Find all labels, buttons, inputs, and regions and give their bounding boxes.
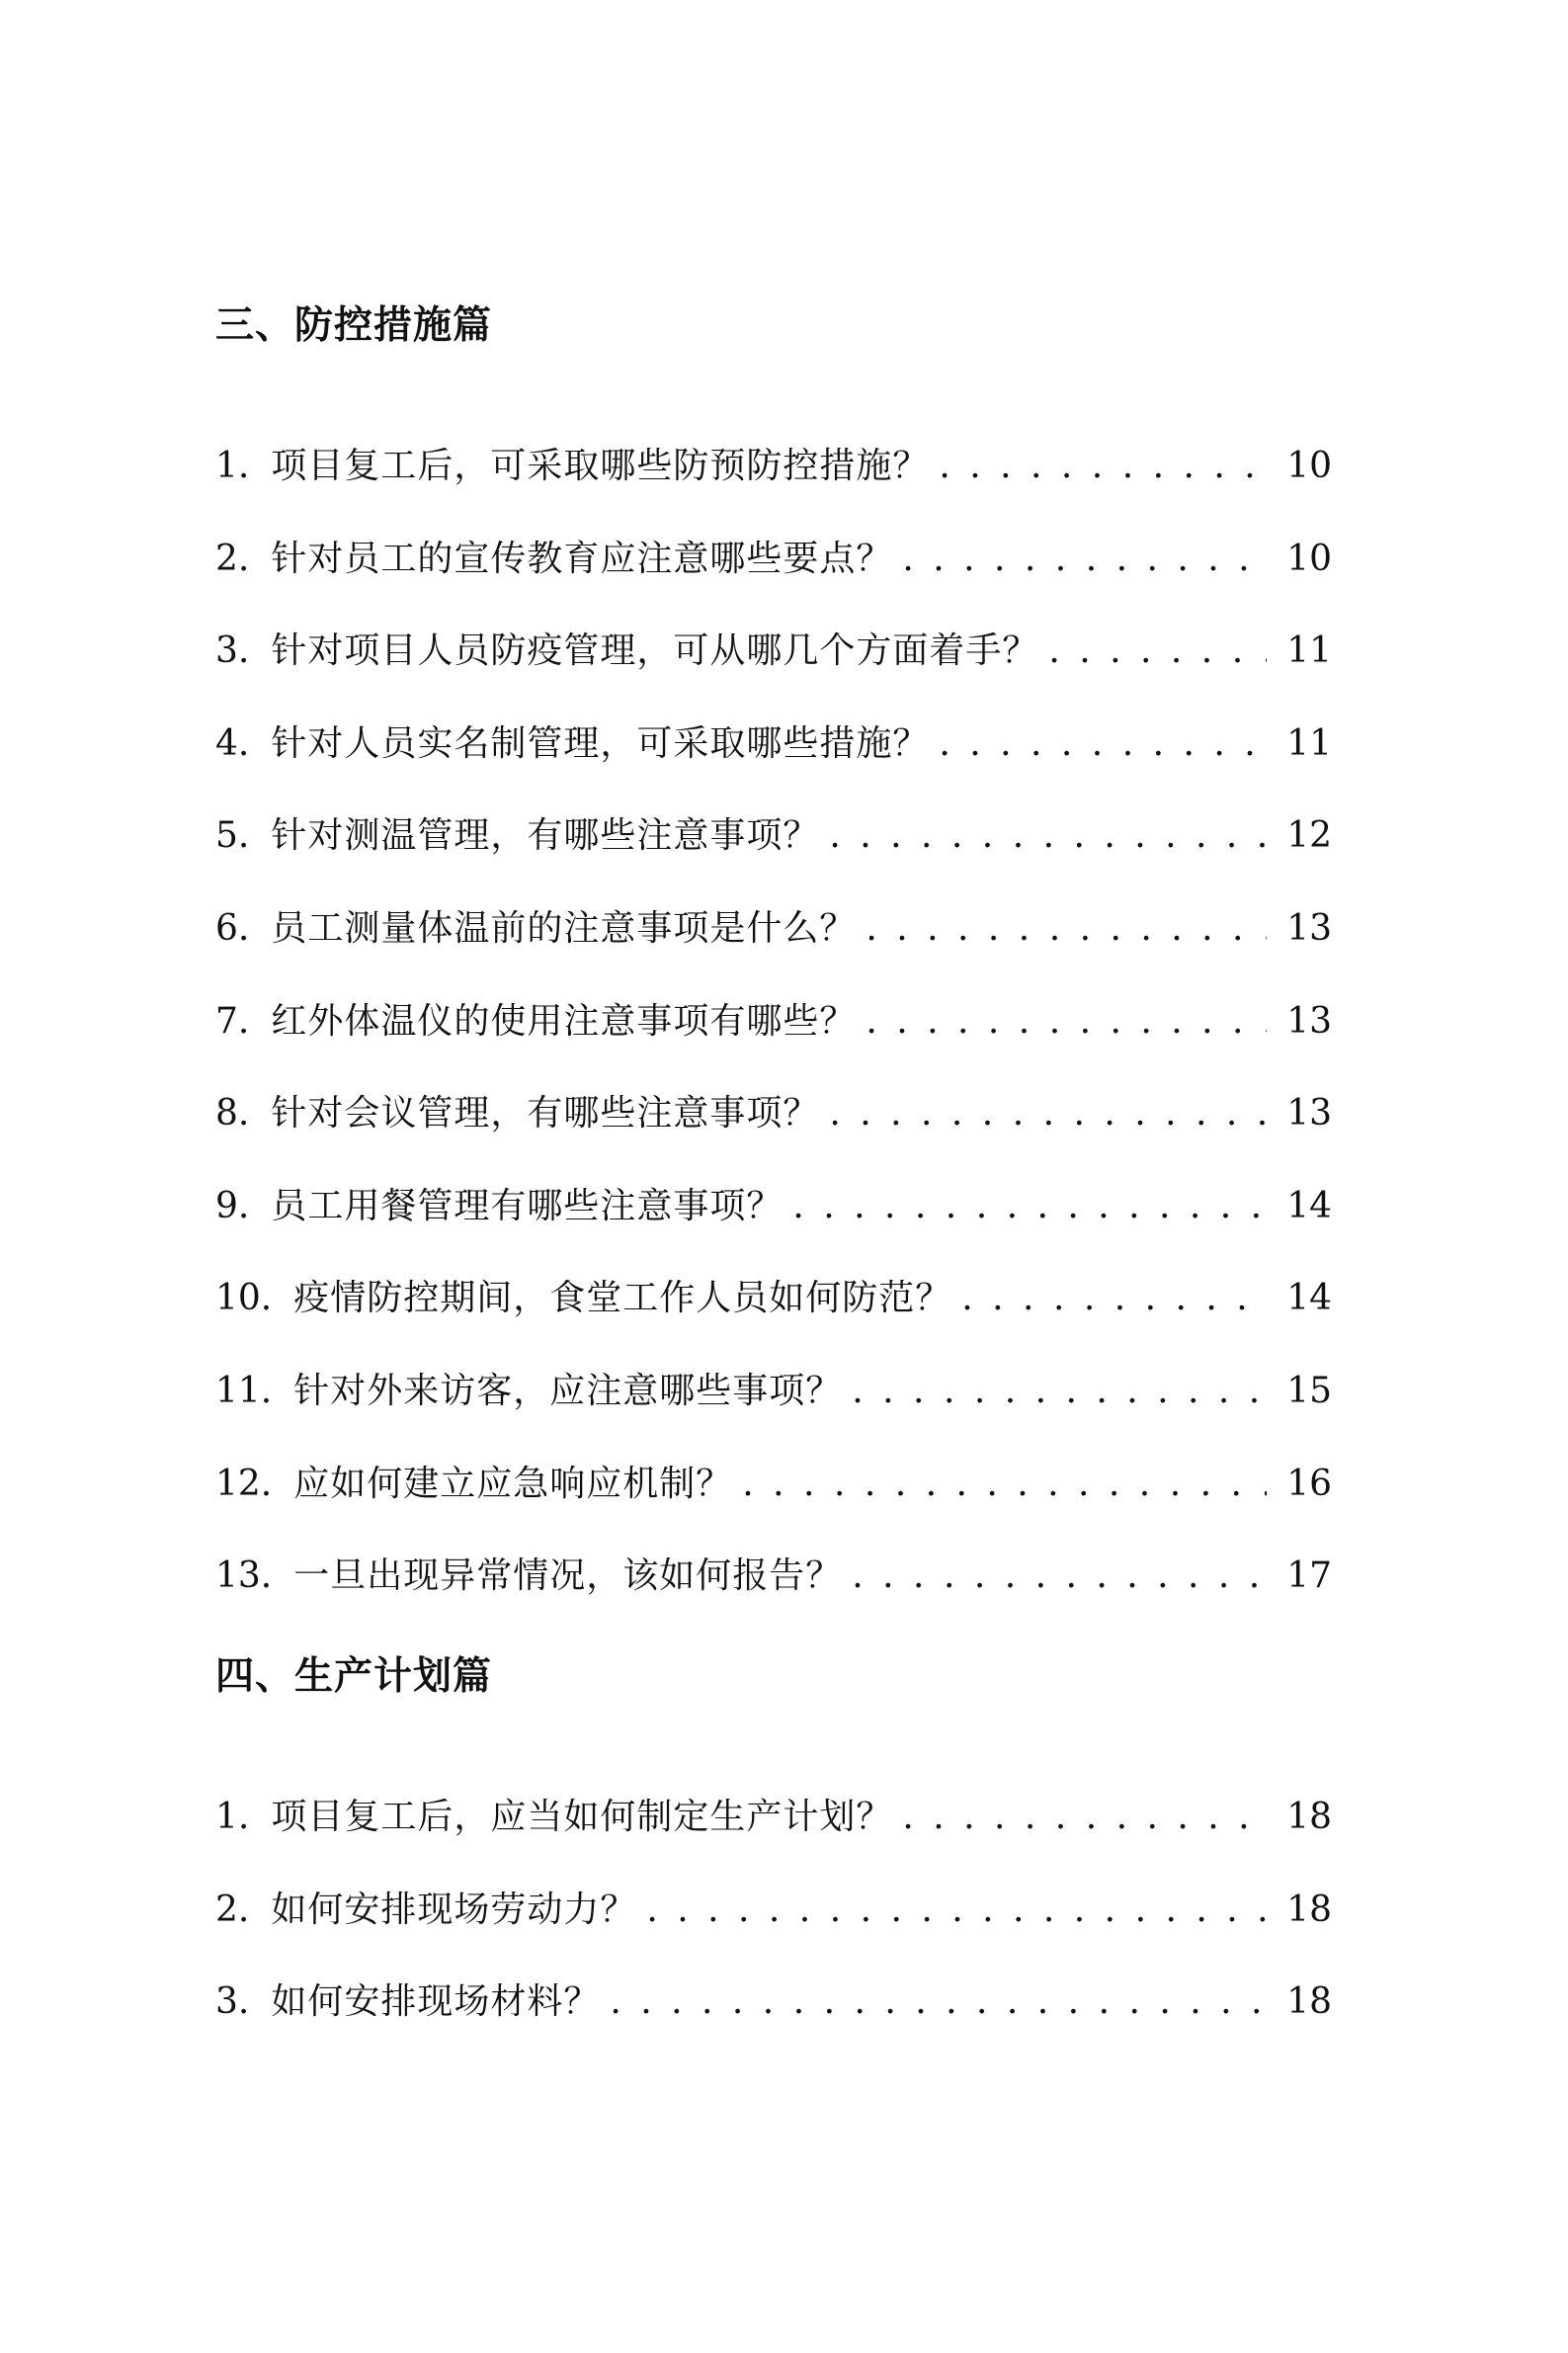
dot-leader <box>852 1362 1267 1421</box>
toc-entry[interactable] <box>215 1269 1332 1362</box>
toc-entry-number: 3. <box>215 630 250 672</box>
toc-entry-title: 针对项目人员防疫管理，可从哪几个方面着手？ <box>271 630 1039 672</box>
dot-leader <box>866 899 1267 959</box>
toc-entry[interactable] <box>215 992 1332 1085</box>
toc-entry-page: 18 <box>1286 1797 1332 1837</box>
toc-entry-page: 14 <box>1286 1185 1332 1226</box>
toc-entry[interactable] <box>215 1084 1332 1177</box>
toc-entry-page: 13 <box>1286 907 1332 949</box>
section-title: 四、生产计划篇 <box>215 1654 493 1699</box>
dot-leader <box>829 806 1267 866</box>
toc-entry-title: 针对会议管理，有哪些注意事项？ <box>271 1093 820 1134</box>
toc-entry-title: 疫情防控期间，食堂工作人员如何防范？ <box>293 1278 952 1319</box>
dot-leader <box>866 992 1267 1051</box>
toc-entry[interactable] <box>215 806 1332 899</box>
toc-entry-page: 13 <box>1286 1000 1332 1042</box>
toc-entry-page: 11 <box>1286 630 1332 672</box>
toc-entry[interactable] <box>215 1788 1332 1881</box>
dot-leader <box>852 1547 1267 1606</box>
toc-entry-number: 1. <box>215 1797 250 1837</box>
dot-leader <box>961 1269 1267 1328</box>
dot-leader <box>610 1973 1267 2032</box>
toc-entry-number: 8. <box>215 1093 250 1134</box>
toc-entry[interactable] <box>215 1881 1332 1974</box>
toc-entry[interactable] <box>215 1177 1332 1270</box>
toc-entry-title: 红外体温仪的使用注意事项有哪些？ <box>271 1000 857 1042</box>
toc-entry-number: 10. <box>215 1278 273 1319</box>
toc-entry-title: 员工测量体温前的注意事项是什么？ <box>271 907 857 949</box>
dot-leader <box>742 1455 1267 1514</box>
dot-leader <box>1048 622 1267 681</box>
dot-leader <box>939 714 1267 774</box>
toc-entry-title: 如何安排现场材料？ <box>271 1981 601 2023</box>
toc-entry-page: 12 <box>1286 815 1332 857</box>
toc-section-prevention-measures <box>215 296 1332 1639</box>
toc-entry-number: 5. <box>215 815 250 857</box>
toc-entry-page: 16 <box>1286 1463 1332 1504</box>
dot-leader <box>939 437 1267 496</box>
dot-leader <box>646 1881 1267 1940</box>
toc-entry-title: 应如何建立应急响应机制？ <box>293 1463 733 1504</box>
toc-entry-number: 7. <box>215 1000 250 1042</box>
toc-entry-page: 17 <box>1286 1555 1332 1597</box>
toc-entry[interactable] <box>215 1455 1332 1548</box>
toc-entry-title: 针对员工的宣传教育应注意哪些要点？ <box>271 538 893 579</box>
toc-entry-page: 13 <box>1286 1093 1332 1134</box>
toc-entry-title: 项目复工后，可采取哪些防预防控措施？ <box>271 446 930 486</box>
toc-entry-number: 9. <box>215 1185 250 1226</box>
toc-entry[interactable] <box>215 1362 1332 1455</box>
toc-entry-title: 员工用餐管理有哪些注意事项？ <box>271 1185 784 1226</box>
toc-entry-page: 10 <box>1286 538 1332 579</box>
toc-entry[interactable] <box>215 622 1332 714</box>
toc-entry-number: 12. <box>215 1463 273 1504</box>
toc-entry-number: 2. <box>215 538 250 579</box>
dot-leader <box>829 1084 1267 1143</box>
toc-entry-title: 项目复工后，应当如何制定生产计划？ <box>271 1797 893 1837</box>
toc-entry[interactable] <box>215 899 1332 992</box>
toc-entry-page: 18 <box>1286 1889 1332 1930</box>
toc-entry[interactable] <box>215 1973 1332 2065</box>
toc-list <box>215 437 1332 1639</box>
toc-section-production-plan <box>215 1647 1332 2065</box>
dot-leader <box>902 1788 1267 1847</box>
toc-entry-number: 3. <box>215 1981 250 2023</box>
toc-entry[interactable] <box>215 530 1332 623</box>
toc-entry-page: 11 <box>1286 722 1332 764</box>
toc-entry[interactable] <box>215 1547 1332 1639</box>
toc-entry-title: 一旦出现异常情况，该如何报告？ <box>293 1555 843 1597</box>
toc-entry-page: 10 <box>1286 446 1332 486</box>
toc-entry-title: 针对测温管理，有哪些注意事项？ <box>271 815 820 857</box>
toc-entry[interactable] <box>215 714 1332 807</box>
toc-entry-number: 13. <box>215 1555 273 1597</box>
toc-entry-number: 1. <box>215 446 250 486</box>
toc-entry-number: 4. <box>215 722 250 764</box>
toc-entry-page: 14 <box>1286 1278 1332 1319</box>
toc-entry-title: 如何安排现场劳动力？ <box>271 1889 637 1930</box>
toc-entry-title: 针对外来访客，应注意哪些事项？ <box>293 1370 843 1411</box>
toc-entry-page: 15 <box>1286 1370 1332 1411</box>
dot-leader <box>792 1177 1267 1236</box>
toc-entry-title: 针对人员实名制管理，可采取哪些措施？ <box>271 722 930 764</box>
toc-entry-number: 6. <box>215 907 250 949</box>
toc-entry-number: 11. <box>215 1370 273 1411</box>
toc-entry-page: 18 <box>1286 1981 1332 2023</box>
toc-list <box>215 1788 1332 2065</box>
toc-entry[interactable] <box>215 437 1332 530</box>
section-title: 三、防控措施篇 <box>215 303 493 348</box>
toc-entry-number: 2. <box>215 1889 250 1930</box>
dot-leader <box>902 530 1267 589</box>
